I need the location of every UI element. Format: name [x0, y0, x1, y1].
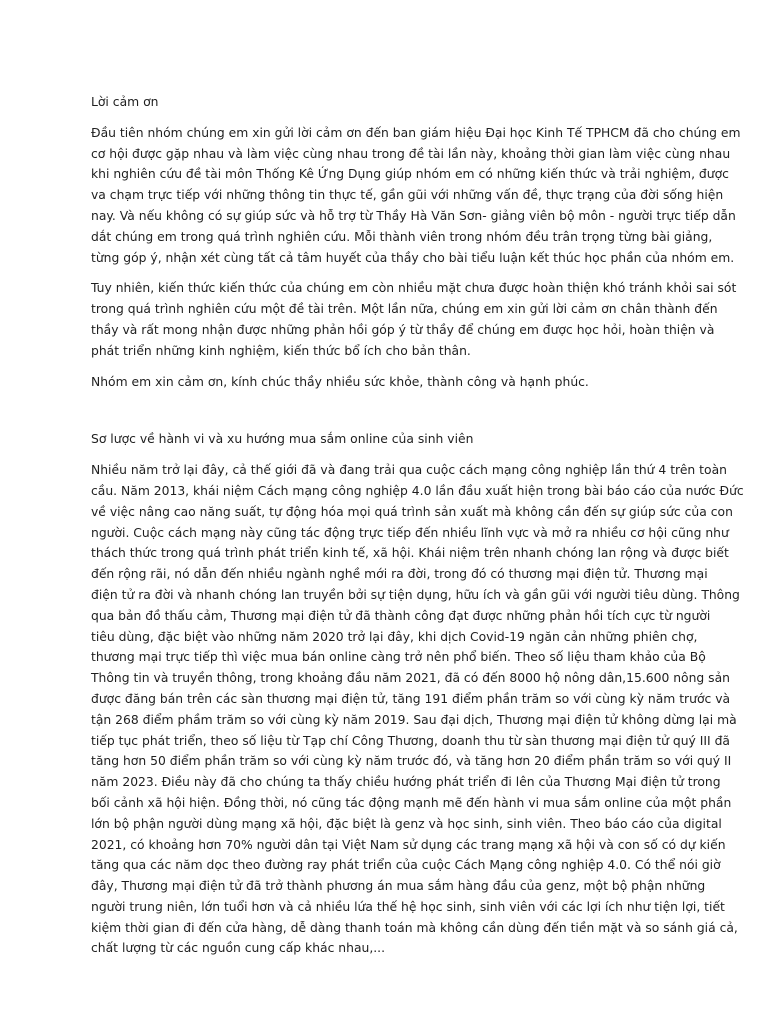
text-line: va chạm trực tiếp với những thông tin thực tế, gần gũi với những vấn đề, thực trạng của đời sống hiện — [91, 188, 724, 203]
section-title-overview: Sơ lược về hành vi và xu hướng mua sắm online của sinh viên — [91, 432, 474, 447]
text-line: điện tử ra đời và nhanh chóng lan truyền bởi sự tiện dụng, hữu ích và gần gũi với người tiêu dùng. Thông — [91, 587, 740, 602]
text-line: đây, Thương mại điện tử đã trở thành phương án mua sắm hàng đầu của genz, một bộ phận những — [91, 879, 706, 894]
text-line: tăng qua các năm dọc theo đường ray phát triển của cuộc Cách Mạng công nghiệp 4.0. Có thể nói giờ — [91, 858, 721, 873]
text-line: khi nghiên cứu đề tài môn Thống Kê Ứng Dụng giúp nhóm em có những kiến thức và trải nghiệm, được — [91, 167, 729, 182]
text-line: chất lượng từ các nguồn cung cấp khác nhau,... — [91, 941, 386, 956]
acknowledgement-paragraph-3 — [91, 372, 683, 393]
text-line: bối cảnh xã hội hiện. Đồng thời, nó cũng tác động mạnh mẽ đến hành vi mua sắm online của một phần — [91, 795, 732, 810]
text-line: đến rộng rãi, nó dẫn đến nhiều ngành nghề mới ra đời, trong đó có thương mại điện tử. Thương mại — [91, 567, 708, 582]
text-line: Tuy nhiên, kiến thức kiến thức của chúng em còn nhiều mặt chưa được hoàn thiện khó tránh khỏi sai sót — [91, 281, 737, 296]
acknowledgement-paragraph-1 — [91, 123, 741, 269]
text-line: về việc nâng cao năng suất, tự động hóa mọi quá trình sản xuất mà không cần đến sự giúp sức của con — [91, 504, 733, 519]
text-line: qua bản đồ thấu cảm, Thương mại điện tử đã thành công đạt được những phản hồi tích cực từ người — [91, 608, 711, 623]
text-line: từng góp ý, nhận xét cùng tất cả tâm huyết của thầy cho bài tiểu luận kết thúc học phần của nhóm em. — [91, 250, 735, 265]
text-line: tận 268 điểm phầm trăm so với cùng kỳ năm 2019. Sau đại dịch, Thương mại điện tử không dừng lại mà — [91, 712, 737, 727]
section-title-acknowledgement: Lời cảm ơn — [91, 95, 159, 109]
text-line: Nhiều năm trở lại đây, cả thế giới đã và đang trải qua cuộc cách mạng công nghiệp lần thứ 4 trên toàn — [91, 463, 727, 478]
text-line: được đăng bán trên các sàn thương mại điện tử, tăng 191 điểm phần trăm so với cùng kỳ năm trước và — [91, 691, 731, 706]
text-line: tăng hơn 50 điểm phần trăm so với cùng kỳ năm trước đó, và tăng hơn 20 điểm phần trăm so với quý II — [91, 754, 732, 769]
text-line: thầy và rất mong nhận được những phản hồi góp ý từ thầy để chúng em được học hỏi, hoàn thiện và — [91, 322, 715, 337]
text-line: phát triển những kinh nghiệm, kiến thức bổ ích cho bản thân. — [91, 343, 471, 358]
text-line: dắt chúng em trong quá trình nghiên cứu. Mỗi thành viên trong nhóm đều trân trọng từng bài giảng, — [91, 229, 713, 244]
text-line: năm 2023. Điều này đã cho chúng ta thấy chiều hướng phát triển đi lên của Thương Mại điện tử trong — [91, 775, 721, 790]
text-line: cơ hội được gặp nhau và làm việc cùng nhau trong đề tài lần này, khoảng thời gian làm việc cùng nhau — [91, 146, 731, 161]
section-spacer — [91, 402, 683, 429]
text-line: tiêu dùng, đặc biệt vào những năm 2020 trở lại đây, khi dịch Covid-19 ngăn cản những phiên chợ, — [91, 629, 698, 644]
text-line: 2021, có khoảng hơn 70% người dân tại Việt Nam sử dụng các trang mạng xã hội và con số có dự kiến — [91, 837, 726, 852]
text-line: Thông tin và truyền thông, trong khoảng đầu năm 2021, đã có đến 8000 hộ nông dân,15.600 nông sản — [91, 671, 730, 686]
text-line: thách thức trong quá trình phát triển kinh tế, xã hội. Khái niệm trên nhanh chóng lan rộng và được biết — [91, 546, 729, 561]
text-line: cầu. Năm 2013, khái niệm Cách mạng công nghiệp 4.0 lần đầu xuất hiện trong bài báo cáo của nước Đức — [91, 483, 744, 498]
text-line: kiệm thời gian đi đến cửa hàng, dễ dàng thanh toán mà không cần dùng đến tiền mặt và so sánh giá cả, — [91, 920, 738, 935]
text-line: thương mại trực tiếp thì việc mua bán online càng trở nên phổ biến. Theo số liệu tham khảo của Bộ — [91, 650, 706, 665]
text-line: nay. Và nếu không có sự giúp sức và hỗ trợ từ Thầy Hà Văn Sơn- giảng viên bộ môn - người trực tiếp dẫn — [91, 208, 736, 223]
overview-paragraph — [91, 460, 744, 959]
text-line: người. Cuộc cách mạng này cũng tác động trực tiếp đến nhiều lĩnh vực và mở ra nhiều cơ hội cũng như — [91, 525, 729, 540]
text-line: trong quá trình nghiên cứu một đề tài trên. Một lần nữa, chúng em xin gửi lời cảm ơn chân thành đến — [91, 302, 718, 317]
text-line: người trung niên, lớn tuổi hơn và cả nhiều lứa thế hệ học sinh, sinh viên với các lợi ích như tiện lợi, tiết — [91, 899, 725, 914]
text-line: tiếp tục phát triển, theo số liệu từ Tạp chí Công Thương, doanh thu từ sàn thương mại điện tử quý III đã — [91, 733, 730, 748]
text-line: lớn bộ phận người dùng mạng xã hội, đặc biệt là genz và học sinh, sinh viên. Theo báo cáo của digital — [91, 816, 722, 831]
text-line: Nhóm em xin cảm ơn, kính chúc thầy nhiều sức khỏe, thành công và hạnh phúc. — [91, 374, 589, 389]
text-line: Đầu tiên nhóm chúng em xin gửi lời cảm ơn đến ban giám hiệu Đại học Kinh Tế TPHCM đã cho chúng em — [91, 125, 741, 140]
document-page — [91, 92, 744, 959]
acknowledgement-paragraph-2 — [91, 278, 737, 361]
